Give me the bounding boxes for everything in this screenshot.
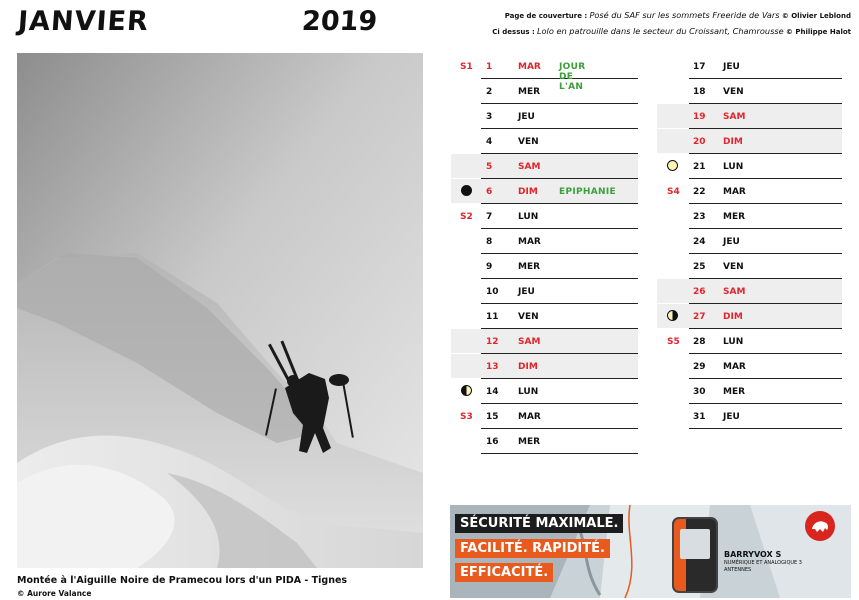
day-rule bbox=[481, 103, 638, 104]
moon-phase-icon bbox=[667, 160, 678, 171]
day-name: VEN bbox=[723, 87, 744, 97]
day-rule bbox=[689, 178, 842, 179]
day-name: JEU bbox=[723, 62, 740, 72]
day-name: MAR bbox=[723, 362, 746, 372]
week-number: S1 bbox=[460, 62, 473, 72]
ad-product-subtitle: NUMÉRIQUE ET ANALOGIQUE 3 ANTENNES bbox=[724, 560, 802, 573]
day-number: 29 bbox=[693, 362, 706, 372]
day-rule bbox=[689, 428, 842, 429]
day-name: MER bbox=[518, 437, 541, 447]
day-number: 18 bbox=[693, 87, 706, 97]
day-name: DIM bbox=[723, 137, 743, 147]
day-number: 5 bbox=[486, 162, 493, 172]
day-rule bbox=[481, 378, 638, 379]
day-number: 3 bbox=[486, 112, 493, 122]
day-rule bbox=[481, 303, 638, 304]
day-rule bbox=[481, 453, 638, 454]
photo-caption: Montée à l'Aiguille Noire de Pramecou lors d'un PIDA - Tignes bbox=[17, 575, 348, 586]
day-number: 23 bbox=[693, 212, 706, 222]
weekend-shade bbox=[657, 279, 842, 303]
above-credit-text: Lolo en patrouille dans le secteur du Croissant, Chamrousse bbox=[536, 26, 784, 36]
day-name: MAR bbox=[518, 412, 541, 422]
advertisement-banner[interactable] bbox=[450, 505, 851, 598]
day-rule bbox=[689, 78, 842, 79]
day-name: JEU bbox=[518, 287, 535, 297]
day-rule bbox=[481, 253, 638, 254]
above-credit-label: Ci dessus : bbox=[492, 28, 535, 36]
day-name: SAM bbox=[723, 112, 746, 122]
ad-line-1: SÉCURITÉ MAXIMALE. bbox=[455, 514, 623, 533]
day-number: 13 bbox=[486, 362, 499, 372]
day-name: MER bbox=[518, 87, 541, 97]
above-credit-author: © Philippe Halot bbox=[785, 28, 851, 36]
day-number: 22 bbox=[693, 187, 706, 197]
day-rule bbox=[689, 353, 842, 354]
day-name: VEN bbox=[723, 262, 744, 272]
day-name: DIM bbox=[723, 312, 743, 322]
day-number: 11 bbox=[486, 312, 499, 322]
day-rule bbox=[689, 328, 842, 329]
day-rule bbox=[689, 153, 842, 154]
day-number: 16 bbox=[486, 437, 499, 447]
day-number: 4 bbox=[486, 137, 493, 147]
ad-product-name: BARRYVOX S bbox=[724, 550, 782, 559]
day-rule bbox=[689, 228, 842, 229]
weekend-shade bbox=[451, 154, 638, 178]
day-number: 8 bbox=[486, 237, 493, 247]
day-name: LUN bbox=[723, 162, 744, 172]
day-name: SAM bbox=[723, 287, 746, 297]
brand-logo-icon bbox=[805, 511, 835, 541]
day-name: MER bbox=[723, 387, 746, 397]
day-number: 19 bbox=[693, 112, 706, 122]
day-number: 12 bbox=[486, 337, 499, 347]
moon-phase-icon bbox=[667, 310, 678, 321]
avalanche-transceiver-image bbox=[672, 517, 718, 593]
day-name: LUN bbox=[518, 212, 539, 222]
day-name: LUN bbox=[518, 387, 539, 397]
day-name: LUN bbox=[723, 337, 744, 347]
day-rule bbox=[689, 378, 842, 379]
month-title: JANVIER bbox=[16, 6, 150, 37]
week-number: S4 bbox=[667, 187, 680, 197]
holiday-label: EPIPHANIE bbox=[559, 187, 616, 197]
day-number: 20 bbox=[693, 137, 706, 147]
weekend-shade bbox=[657, 129, 842, 153]
day-name: MAR bbox=[518, 237, 541, 247]
above-credit bbox=[492, 26, 851, 36]
day-name: MER bbox=[723, 212, 746, 222]
day-number: 1 bbox=[486, 62, 493, 72]
year-title: 2019 bbox=[300, 6, 379, 37]
day-name: VEN bbox=[518, 137, 539, 147]
ad-line-3: EFFICACITÉ. bbox=[455, 563, 553, 582]
day-rule bbox=[481, 278, 638, 279]
day-number: 10 bbox=[486, 287, 499, 297]
day-name: JEU bbox=[723, 412, 740, 422]
day-name: JEU bbox=[723, 237, 740, 247]
mountain-photo-illustration bbox=[17, 53, 423, 568]
weekend-shade bbox=[451, 354, 638, 378]
day-number: 14 bbox=[486, 387, 499, 397]
day-number: 2 bbox=[486, 87, 493, 97]
day-name: JEU bbox=[518, 112, 535, 122]
day-number: 30 bbox=[693, 387, 706, 397]
cover-credit bbox=[505, 10, 851, 20]
mountain-photo bbox=[17, 53, 423, 568]
moon-phase-icon bbox=[461, 385, 472, 396]
weekend-shade bbox=[451, 329, 638, 353]
cover-credit-label: Page de couverture : bbox=[504, 12, 588, 20]
weekend-shade bbox=[657, 304, 842, 328]
day-rule bbox=[689, 403, 842, 404]
day-name: VEN bbox=[518, 312, 539, 322]
week-number: S5 bbox=[667, 337, 680, 347]
day-rule bbox=[481, 228, 638, 229]
cover-credit-author: © Olivier Leblond bbox=[781, 12, 851, 20]
day-number: 6 bbox=[486, 187, 493, 197]
day-number: 27 bbox=[693, 312, 706, 322]
weekend-shade bbox=[657, 104, 842, 128]
day-rule bbox=[481, 128, 638, 129]
week-number: S3 bbox=[460, 412, 473, 422]
day-name: DIM bbox=[518, 187, 538, 197]
day-name: MAR bbox=[723, 187, 746, 197]
ad-line-2: FACILITÉ. RAPIDITÉ. bbox=[455, 539, 610, 558]
device-screen bbox=[680, 529, 710, 559]
day-number: 15 bbox=[486, 412, 499, 422]
day-name: MAR bbox=[518, 62, 541, 72]
day-rule bbox=[481, 428, 638, 429]
week-number: S2 bbox=[460, 212, 473, 222]
day-name: DIM bbox=[518, 362, 538, 372]
cover-credit-text: Posé du SAF sur les sommets Freeride de Vars bbox=[589, 10, 780, 20]
day-rule bbox=[481, 203, 638, 204]
day-rule bbox=[689, 203, 842, 204]
day-number: 7 bbox=[486, 212, 493, 222]
day-rule bbox=[689, 253, 842, 254]
moon-phase-icon bbox=[461, 185, 472, 196]
day-number: 17 bbox=[693, 62, 706, 72]
day-rule bbox=[481, 403, 638, 404]
holiday-label: JOUR DE L'AN bbox=[559, 62, 586, 92]
day-number: 31 bbox=[693, 412, 706, 422]
mammoth-logo-icon bbox=[805, 511, 835, 541]
day-number: 25 bbox=[693, 262, 706, 272]
day-name: SAM bbox=[518, 162, 541, 172]
day-number: 24 bbox=[693, 237, 706, 247]
photo-credit: © Aurore Valance bbox=[17, 589, 92, 598]
day-name: MER bbox=[518, 262, 541, 272]
day-number: 9 bbox=[486, 262, 493, 272]
day-number: 28 bbox=[693, 337, 706, 347]
day-number: 26 bbox=[693, 287, 706, 297]
day-name: SAM bbox=[518, 337, 541, 347]
day-number: 21 bbox=[693, 162, 706, 172]
